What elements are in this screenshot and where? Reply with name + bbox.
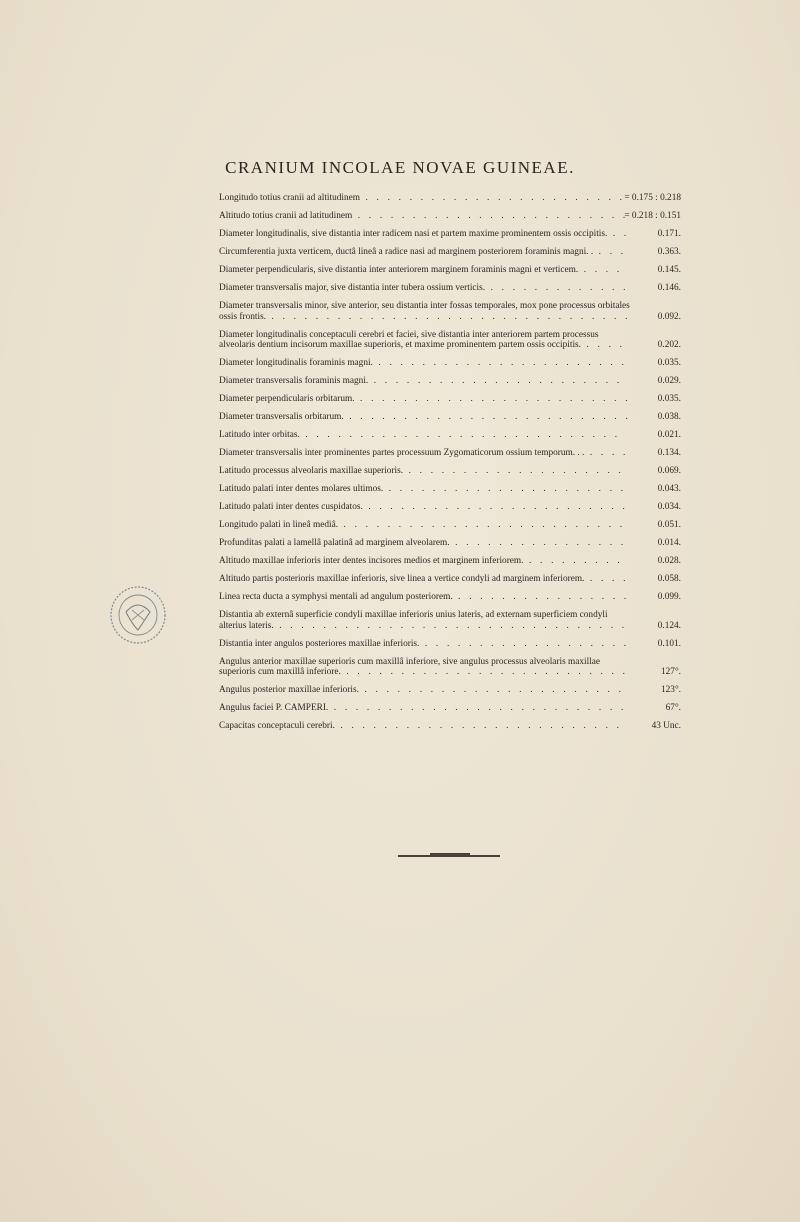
table-row <box>219 556 681 567</box>
page-title: CRANIUM INCOLAE NOVAE GUINEAE. <box>225 158 575 177</box>
row-label: Profunditas palati a lamellâ palatinâ ad marginem alveolarem. <box>219 538 450 548</box>
row-value: 0.124. <box>657 620 681 631</box>
table-row <box>219 721 681 732</box>
row-value: 0.069. <box>657 466 681 476</box>
row-label: Altitudo maxillae inferioris inter dentes incisores medios et marginem inferiorem. <box>219 556 524 566</box>
row-value: = 0.175 : 0.218 <box>624 193 681 203</box>
row-label: Longitudo totius cranii ad altitudinem <box>219 193 360 203</box>
row-value: 0.038. <box>657 412 681 422</box>
row-value: 127°. <box>661 667 681 677</box>
table-row <box>219 358 681 369</box>
leader-dots: . . . . <box>578 265 623 275</box>
leader-dots: . . . . <box>584 448 629 458</box>
row-value: 0.028. <box>657 556 681 566</box>
table-row <box>219 639 681 650</box>
row-value: = 0.218 : 0.151 <box>624 211 681 221</box>
row-value: 43 Unc. <box>651 721 681 731</box>
table-row <box>219 394 681 405</box>
row-label: Angulus posterior maxillae inferioris. <box>219 685 359 695</box>
leader-dots: . . . . . . . . . . . . . . . . . . . . . . . . <box>358 685 625 695</box>
table-row <box>219 502 681 513</box>
row-label: Diameter transversalis minor, sive anterior, seu distantia inter fossas temporales, mox pone processus orbitales ossis frontis. <box>219 301 630 322</box>
row-label: Diameter transversalis major, sive distantia inter tubera ossium verticis. <box>219 283 486 293</box>
row-label: Circumferentia juxta verticem, ductâ lineâ a radice nasi ad marginem posteriorem foraminis magni. . <box>219 247 594 257</box>
table-row <box>219 685 681 696</box>
table-row <box>219 283 681 294</box>
row-value: 0.101. <box>657 638 681 649</box>
table-row <box>219 301 681 322</box>
table-row <box>219 247 681 258</box>
leader-dots: . . . . . . . . . . . . . . . . . . . . . . . . . . <box>338 520 626 530</box>
row-value: 0.034. <box>657 502 681 512</box>
row-value: 0.051. <box>657 520 681 530</box>
row-label: Diameter longitudinalis conceptaculi cerebri et faciei, sive distantia inter anteriorem partem processus alveolaris dentium incisorum maxillae superioris, et maxime prominentem partem ossis occipitis. <box>219 329 599 350</box>
row-label: Altitudo totius cranii ad latitudinem <box>219 211 353 221</box>
row-value: 0.035. <box>657 394 681 404</box>
row-value: 67°. <box>665 703 681 713</box>
divider-rule-thick <box>430 853 470 855</box>
leader-dots: . . . . <box>584 574 629 584</box>
table-row <box>219 538 681 549</box>
leader-dots: . . . . . . . . . . . . . <box>485 283 629 293</box>
leader-dots: . . <box>607 229 630 239</box>
library-stamp-icon <box>108 584 168 646</box>
measurement-table <box>219 193 681 739</box>
leader-dots: . . . . . . . . . . . . . . . . . . . . . . . <box>372 358 628 368</box>
row-label: Capacitas conceptaculi cerebri. <box>219 721 335 731</box>
row-value: 0.099. <box>657 592 681 602</box>
leader-dots: . . . . . . . . . . . . . . . . . . . . . . . . . <box>352 211 629 221</box>
table-row <box>219 430 681 441</box>
table-row <box>219 265 681 276</box>
row-value: 0.058. <box>657 574 681 584</box>
row-label: Latitudo palati inter dentes molares ultimos. <box>219 484 384 494</box>
table-row <box>219 448 681 459</box>
row-label: Distantia inter angulos posteriores maxillae inferioris. <box>219 638 420 649</box>
row-label: Diameter transversalis inter prominentes partes processuum Zygomaticorum ossium temporum. . . <box>219 448 585 458</box>
leader-dots: . . . . . . . . . . . . . . . . . . . . . . . . . . . . . <box>299 430 621 440</box>
table-row <box>219 574 681 585</box>
row-value: 0.146. <box>657 283 681 293</box>
leader-dots: . . . . . . . . . . . . . . . . . . . . . . . . . . <box>334 721 623 731</box>
leader-dots: . . . . . . . . . . . . . . . . . . . . . . . . . . . . . . . . . <box>266 311 631 322</box>
row-value: 0.014. <box>657 538 681 548</box>
leader-dots: . . . . . . . . . . . . . . . . <box>449 538 627 548</box>
leader-dots: . . . . . . . . . . . . . . . . . . . . <box>403 466 625 476</box>
divider-rule <box>398 855 500 857</box>
leader-dots: . . . <box>593 247 627 257</box>
row-value: 0.202. <box>657 340 681 350</box>
row-label: Diameter perpendicularis orbitarum. <box>219 394 355 404</box>
leader-dots: . . . . . . . . . . . . . . . . . . . . . . . . . . . <box>328 703 627 713</box>
leader-dots: . . . . . . . . . . . . . . . . <box>452 592 630 602</box>
table-row <box>219 484 681 495</box>
table-row <box>219 520 681 531</box>
row-label: Linea recta ducta a symphysi mentali ad angulum posteriorem. <box>219 592 453 602</box>
leader-dots: . . . . . . . . . <box>523 556 623 566</box>
row-label: Diameter longitudinalis, sive distantia inter radicem nasi et partem maxime prominentem ossis occipitis. <box>219 229 608 239</box>
row-label: Diameter longitudinalis foraminis magni. <box>219 358 373 368</box>
row-value: 0.029. <box>657 376 681 386</box>
table-row <box>219 330 681 351</box>
row-label: Angulus faciei P. CAMPERI. <box>219 703 329 713</box>
table-row <box>219 703 681 714</box>
row-label: Diameter perpendicularis, sive distantia inter anteriorem marginem foraminis magni et verticem. <box>219 265 579 275</box>
row-label: Latitudo processus alveolaris maxillae superioris. <box>219 466 404 476</box>
row-value: 0.145. <box>657 265 681 275</box>
table-row <box>219 592 681 603</box>
leader-dots: . . . . . . . . . . . . . . . . . . . . . . . . . <box>354 394 631 404</box>
row-label: Latitudo palati inter dentes cuspidatos. <box>219 502 363 512</box>
row-value: 0.171. <box>657 229 681 239</box>
table-row <box>219 211 681 222</box>
leader-dots: . . . . . . . . . . . . . . . . . . . . . . . . <box>362 502 628 512</box>
table-row <box>219 657 681 678</box>
leader-dots: . . . . . . . . . . . . . . . . . . . . . . . . . . <box>340 667 629 677</box>
row-value: 0.092. <box>657 311 681 322</box>
row-label: Latitudo inter orbitas. <box>219 430 300 440</box>
table-row <box>219 412 681 423</box>
row-label: Longitudo palati in lineâ mediâ. <box>219 520 339 530</box>
row-label: Diameter transversalis orbitarum. <box>219 412 344 422</box>
row-label: Angulus anterior maxillae superioris cum maxillâ inferiore, sive angulus processus alveolaris maxillae superioris cum maxillâ inferiore. <box>219 656 601 677</box>
table-row <box>219 193 681 204</box>
table-row <box>219 610 681 631</box>
row-value: 123°. <box>661 685 681 695</box>
row-label: Diameter transversalis foraminis magni. <box>219 376 369 386</box>
row-label: Altitudo partis posterioris maxillae inferioris, sive linea a vertice condyli ad marginem inferiorem. <box>219 574 585 584</box>
row-label: Distantia ab externâ superficie condyli maxillae inferioris unius lateris, ad externam superficiem condyli alterius lateris. <box>219 610 608 631</box>
row-value: 0.043. <box>657 484 681 494</box>
row-value: 0.134. <box>657 448 681 458</box>
row-value: 0.035. <box>657 358 681 368</box>
leader-dots: . . . . . . . . . . . . . . . . . . . . . . . . . . . . . . . . <box>273 620 628 631</box>
leader-dots: . . . . . . . . . . . . . . . . . . . . . . <box>383 484 627 494</box>
table-row <box>219 229 681 240</box>
table-row <box>219 376 681 387</box>
leader-dots: . . . . . . . . . . . . . . . . . . . . . . . <box>368 376 623 386</box>
leader-dots: . . . . . . . . . . . . . . . . . . . . . . . . . . <box>343 412 631 422</box>
row-value: 0.021. <box>657 430 681 440</box>
leader-dots: . . . . <box>580 340 626 350</box>
table-row <box>219 466 681 477</box>
leader-dots: . . . . . . . . . . . . . . . . . . . . . . . . <box>359 193 626 203</box>
row-value: 0.363. <box>657 247 681 257</box>
leader-dots: . . . . . . . . . . . . . . . . . . . <box>419 638 630 649</box>
